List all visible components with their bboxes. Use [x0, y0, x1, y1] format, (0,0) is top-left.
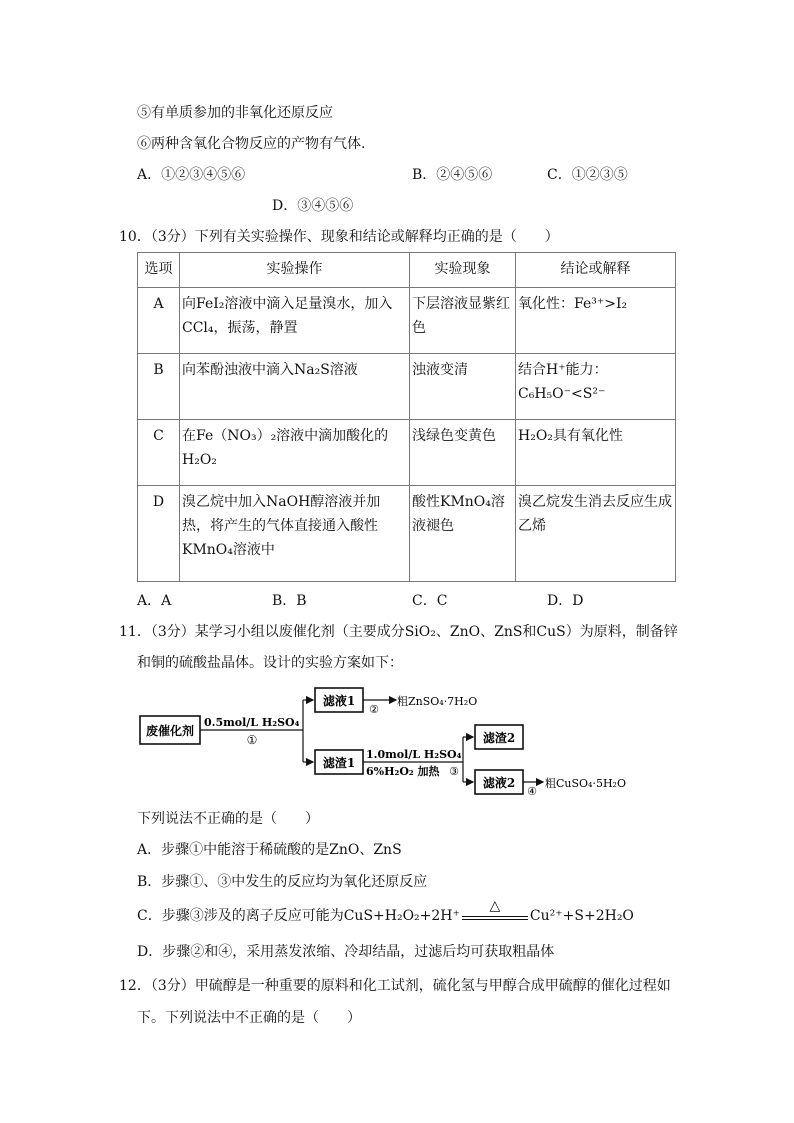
flow-start-label: 废催化剂 — [145, 724, 195, 738]
q11-option-c-suffix: Cu²⁺+S+2H₂O — [529, 908, 634, 924]
header-phenomenon: 实验现象 — [410, 253, 516, 288]
row-conclusion: 氧化性：Fe³⁺>I₂ — [516, 288, 676, 354]
flow-step4: ④ — [527, 785, 537, 798]
q10-choice-c[interactable]: C．C — [412, 593, 448, 609]
q11-option-d[interactable]: D．步骤②和④，采用蒸发浓缩、冷却结晶，过滤后均可获取粗晶体 — [137, 944, 555, 960]
q10-choice-b[interactable]: B．B — [272, 593, 307, 609]
row-phenomenon: 下层溶液显紫红色 — [410, 288, 516, 354]
row-conclusion: H₂O₂具有氧化性 — [516, 420, 676, 486]
q11-option-c[interactable] — [137, 898, 634, 926]
row-conclusion: 溴乙烷发生消去反应生成乙烯 — [516, 486, 676, 582]
flow-filtrate2-label: 滤液2 — [482, 776, 516, 790]
table-row — [138, 288, 676, 354]
q12-line2: 下。下列说法中不正确的是（ ） — [137, 1010, 361, 1026]
table-row — [138, 486, 676, 582]
row-phenomenon: 浊液变清 — [410, 354, 516, 420]
flow-residue1-label: 滤渣1 — [322, 756, 356, 770]
row-conclusion: 结合H⁺能力：C₆H₅O⁻<S²⁻ — [516, 354, 676, 420]
table-row — [138, 420, 676, 486]
row-operation: 向FeI₂溶液中滴入足量溴水，加入CCl₄，振荡，静置 — [180, 288, 410, 354]
row-operation: 在Fe（NO₃）₂溶液中滴加酸化的H₂O₂ — [180, 420, 410, 486]
q11-stem-line2: 和铜的硫酸盐晶体。设计的实验方案如下： — [137, 655, 403, 671]
row-option: A — [138, 288, 180, 354]
row-operation: 向苯酚浊液中滴入Na₂S溶液 — [180, 354, 410, 420]
header-operation: 实验操作 — [180, 253, 410, 288]
flow-reagent1: 0.5mol/L H₂SO₄ — [204, 716, 300, 729]
q10-choice-d[interactable]: D．D — [547, 593, 584, 609]
reaction-arrow — [460, 898, 530, 926]
q12-line1: 12．（3分）甲硫醇是一种重要的原料和化工试剂，硫化氢与甲醇合成甲硫醇的催化过程如 — [119, 978, 671, 994]
flow-step2: ② — [369, 703, 379, 716]
q11-option-a[interactable]: A．步骤①中能溶于稀硫酸的是ZnO、ZnS — [137, 842, 402, 858]
q9-choice-a[interactable]: A．①②③④⑤⑥ — [137, 167, 246, 183]
flow-reagent3b: 6%H₂O₂ 加热 — [366, 765, 440, 778]
q11-option-b[interactable]: B．步骤①、③中发生的反应均为氧化还原反应 — [137, 874, 428, 890]
q11-flow-diagram — [138, 682, 678, 800]
flow-residue2-label: 滤渣2 — [482, 731, 516, 745]
q10-stem: 10．（3分）下列有关实验操作、现象和结论或解释均正确的是（ ） — [119, 229, 559, 245]
flow-product2: 粗CuSO₄·5H₂O — [545, 777, 626, 790]
row-option: C — [138, 420, 180, 486]
flow-step3: ③ — [449, 765, 459, 778]
q9-choice-b[interactable]: B．②④⑤⑥ — [412, 167, 493, 183]
header-conclusion: 结论或解释 — [516, 253, 676, 288]
row-operation: 溴乙烷中加入NaOH醇溶液并加热，将产生的气体直接通入酸性KMnO₄溶液中 — [180, 486, 410, 582]
q10-table — [137, 252, 676, 582]
q9-choice-c[interactable]: C．①②③⑤ — [547, 167, 628, 183]
header-option: 选项 — [138, 253, 180, 288]
q11-ask: 下列说法不正确的是（ ） — [137, 811, 319, 827]
heat-symbol: △ — [489, 898, 501, 914]
row-phenomenon: 酸性KMnO₄溶液褪色 — [410, 486, 516, 582]
table-header-row — [138, 253, 676, 288]
table-row — [138, 354, 676, 420]
q9-item-5: ⑤有单质参加的非氧化还原反应 — [137, 105, 333, 121]
q10-choice-a[interactable]: A．A — [137, 593, 172, 609]
flow-step1: ① — [246, 733, 258, 747]
q11-option-c-prefix: C．步骤③涉及的离子反应可能为CuS+H₂O₂+2H⁺ — [137, 908, 460, 924]
row-option: D — [138, 486, 180, 582]
row-phenomenon: 浅绿色变黄色 — [410, 420, 516, 486]
q9-choice-d[interactable]: D．③④⑤⑥ — [272, 198, 354, 214]
flow-reagent3a: 1.0mol/L H₂SO₄ — [366, 748, 462, 761]
q9-item-6: ⑥两种含氧化合物反应的产物有气体. — [137, 136, 366, 152]
flow-product1: 粗ZnSO₄·7H₂O — [397, 695, 478, 708]
flow-filtrate1-label: 滤液1 — [322, 694, 356, 708]
q11-stem-line1: 11．（3分）某学习小组以废催化剂（主要成分SiO₂、ZnO、ZnS和CuS）为原料，制备锌 — [119, 624, 678, 640]
row-option: B — [138, 354, 180, 420]
